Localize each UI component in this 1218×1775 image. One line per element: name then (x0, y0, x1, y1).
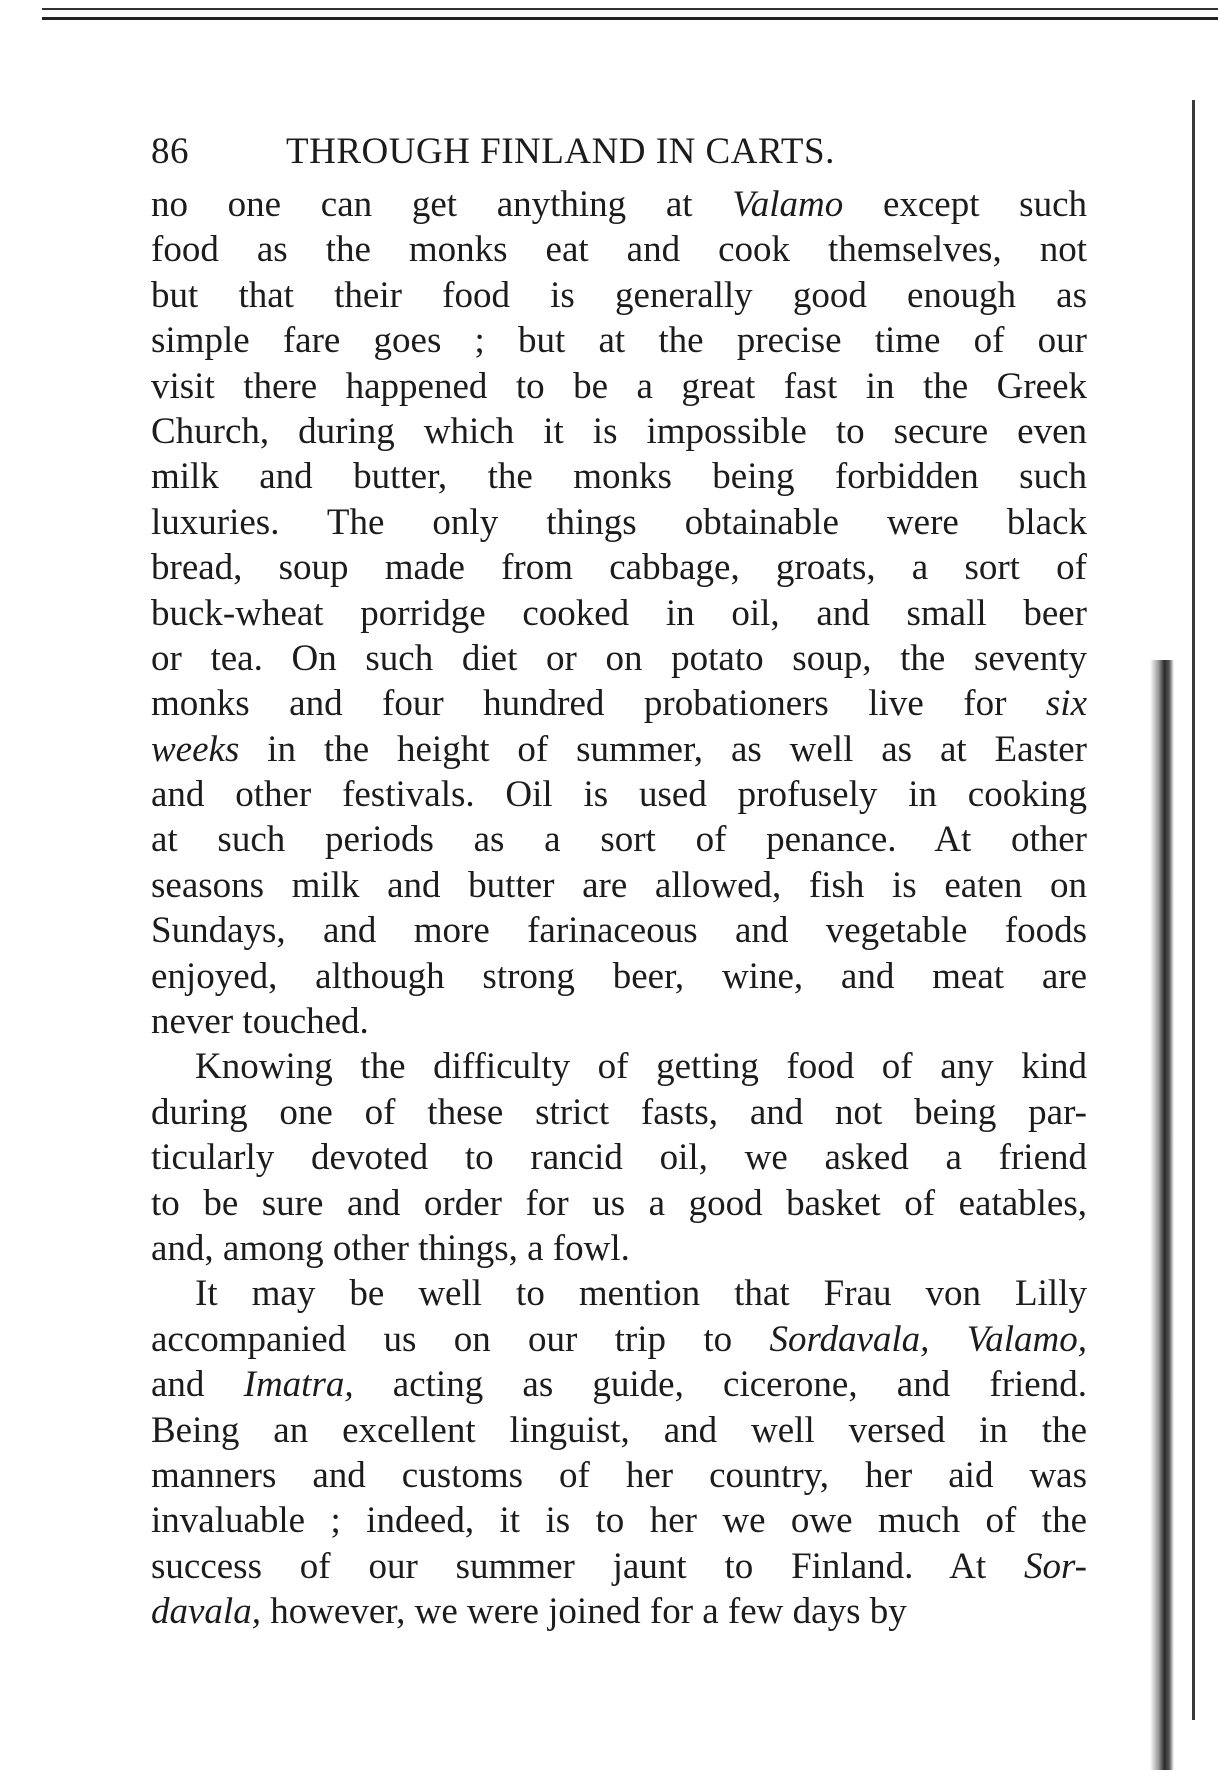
text-line (151, 1317, 1087, 1362)
text-run: Knowing the difficulty of getting food of any kind (195, 1046, 1087, 1088)
italic-text: Valamo (732, 184, 844, 225)
text-line (151, 1044, 1087, 1089)
text-run: luxuries. The only things obtainable were black (151, 501, 1087, 543)
text-line (151, 1589, 1087, 1634)
text-line (151, 908, 1087, 953)
text-line (151, 273, 1087, 318)
text-run: never touched. (151, 1001, 369, 1043)
paragraph (151, 1044, 1087, 1271)
text-run: and other festivals. Oil is used profusely in cooking (151, 774, 1087, 816)
italic-text: Imatra, (243, 1364, 354, 1406)
text-line (151, 954, 1087, 999)
text-line (151, 227, 1087, 272)
text-run: however, we were joined for a few days by (260, 1591, 907, 1633)
page-header (151, 122, 1087, 182)
italic-text: Sor- (1024, 1545, 1087, 1587)
text-run: during one of these strict fasts, and not being par- (151, 1091, 1087, 1133)
italic-text: weeks (151, 728, 240, 770)
text-run: bread, soup made from cabbage, groats, a sort of (151, 547, 1087, 589)
text-line (151, 591, 1087, 636)
text-line (151, 1135, 1087, 1180)
text-run: food as the monks eat and cook themselves, not (151, 229, 1087, 271)
text-run: monks and four hundred probationers live for (151, 683, 1046, 725)
text-run: enjoyed, although strong beer, wine, and meat are (151, 955, 1087, 997)
text-line (151, 1226, 1087, 1271)
text-line (151, 1181, 1087, 1226)
text-run: success of our summer jaunt to Finland. At (151, 1545, 1025, 1587)
text-run: Being an excellent linguist, and well versed in the (151, 1409, 1087, 1451)
text-run: simple fare goes ; but at the precise time of our (151, 320, 1087, 362)
text-run: at such periods as a sort of penance. At other (151, 819, 1087, 861)
text-run: no one can get anything at (151, 184, 733, 225)
book-page (151, 122, 1087, 1635)
text-run: buck-wheat porridge cooked in oil, and small beer (151, 592, 1087, 634)
text-line (151, 1271, 1087, 1316)
paragraph (151, 182, 1087, 1044)
text-run: milk and butter, the monks being forbidden such (151, 456, 1087, 498)
text-run: but that their food is generally good enough as (151, 274, 1087, 316)
text-line (151, 863, 1087, 908)
running-head: THROUGH FINLAND IN CARTS. (286, 131, 835, 172)
text-line (151, 1544, 1087, 1589)
page-binding-shadow (1150, 660, 1174, 1770)
text-line (151, 999, 1087, 1044)
text-run: visit there happened to be a great fast in the Greek (151, 365, 1087, 407)
text-run: or tea. On such diet or on potato soup, the seventy (151, 637, 1087, 679)
italic-text: six (1045, 683, 1087, 725)
text-line (151, 500, 1087, 545)
text-line (151, 454, 1087, 499)
text-run: Church, during which it is impossible to secure even (151, 410, 1087, 452)
text-line (151, 1090, 1087, 1135)
text-line (151, 681, 1087, 726)
text-run: Sundays, and more farinaceous and vegetable foods (151, 910, 1087, 952)
paragraph (151, 1271, 1087, 1634)
text-line (151, 636, 1087, 681)
text-run: manners and customs of her country, her aid was (151, 1454, 1087, 1496)
text-run: except such (843, 184, 1088, 225)
text-run: in the height of summer, as well as at Easter (239, 728, 1087, 770)
text-run: accompanied us on our trip to (151, 1318, 770, 1360)
text-line (151, 772, 1087, 817)
text-run: ticularly devoted to rancid oil, we asked a friend (151, 1137, 1087, 1179)
text-run: to be sure and order for us a good basket of eatables, (151, 1182, 1087, 1224)
text-run: invaluable ; indeed, it is to her we owe much of the (151, 1500, 1087, 1542)
italic-text: davala, (151, 1591, 261, 1633)
text-line (151, 817, 1087, 862)
top-edge-rule (42, 8, 1218, 10)
text-run: acting as guide, cicerone, and friend. (353, 1364, 1087, 1406)
text-line (151, 1498, 1087, 1543)
italic-text: Sordavala, Valamo, (769, 1318, 1087, 1360)
top-edge-rule-thick (42, 17, 1218, 20)
text-line (151, 1362, 1087, 1407)
text-line (151, 182, 1087, 227)
text-line (151, 1408, 1087, 1453)
text-line (151, 727, 1087, 772)
body-text (151, 182, 1087, 1635)
text-run: It may be well to mention that Frau von Lilly (195, 1273, 1087, 1315)
text-line (151, 545, 1087, 590)
text-line (151, 364, 1087, 409)
text-line (151, 1453, 1087, 1498)
text-run: and (151, 1364, 244, 1406)
text-run: seasons milk and butter are allowed, fish is eaten on (151, 864, 1087, 906)
page-binding-edge (1192, 100, 1195, 1720)
text-line (151, 318, 1087, 363)
text-line (151, 409, 1087, 454)
page-number: 86 (151, 131, 189, 172)
text-run: and, among other things, a fowl. (151, 1227, 630, 1269)
